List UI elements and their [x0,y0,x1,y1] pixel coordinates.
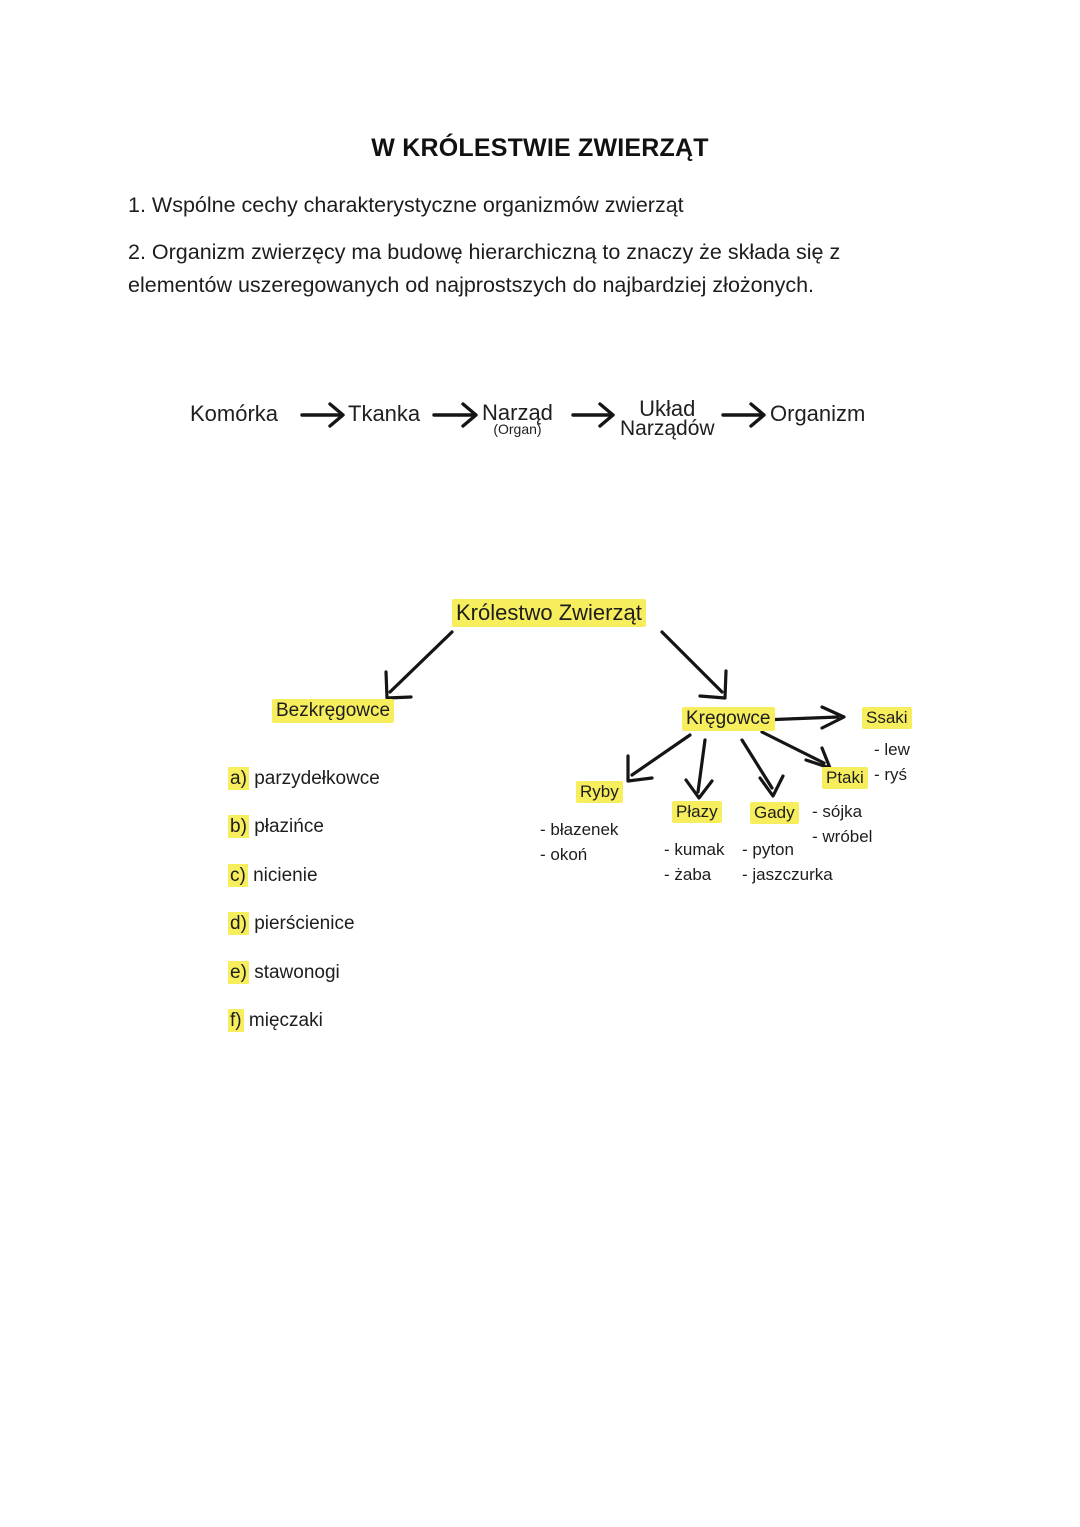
paragraph-2: 2. Organizm zwierzęcy ma budowę hierarchiczną to znaczy że składa się z elementów uszeregowanych od najprostszych do najbardziej złożonych. [128,240,841,298]
paragraph-1: 1. Wspólne cechy charakterystyczne organizmów zwierząt [128,193,684,217]
examples-gady: - pyton - jaszczurka [742,840,833,884]
tree-node-ryby: Ryby [576,782,623,802]
animal-kingdom-tree [0,560,1080,1030]
invertebrate-list [228,755,380,1046]
list-item: a) parzydełkowce [230,768,380,789]
list-item: e) stawonogi [230,961,340,983]
list-item: f) mięczaki [230,1010,323,1032]
chain-node-uklad-narzadow: Układ Narządów [620,396,715,441]
tree-node-ssaki: Ssaki [862,708,912,728]
tree-node-plazy: Płazy [672,802,722,822]
list-item: d) pierścienice [230,913,355,935]
chain-node-organizm: Organizm [770,401,866,426]
tree-node-ptaki: Ptaki [822,768,868,788]
tree-node-root: Królestwo Zwierząt [452,600,646,626]
tree-arrows [0,560,1080,1030]
examples-ryby: - błazenek - okoń [540,820,619,864]
tree-node-kregowce: Kręgowce [682,708,775,730]
examples-ptaki: - sójka - wróbel [812,802,873,846]
chain-node-narzad: Narząd (Organ) [482,400,553,438]
hierarchy-chain [190,393,910,453]
tree-node-bezkregowce: Bezkręgowce [272,700,394,722]
chain-node-uklad-sub: Narządów [620,417,715,441]
tree-node-gady: Gady [750,803,799,823]
list-item: c) nicienie [230,864,318,886]
chain-node-narzad-sub: (Organ) [493,421,542,438]
examples-plazy: - kumak - żaba [664,840,725,884]
chain-node-tkanka: Tkanka [348,401,421,426]
page-title: W KRÓLESTWIE ZWIERZĄT [371,134,709,162]
chain-node-komorka: Komórka [190,401,279,426]
examples-ssaki: - lew - ryś [874,740,910,784]
list-item: b) płazińce [230,816,324,838]
